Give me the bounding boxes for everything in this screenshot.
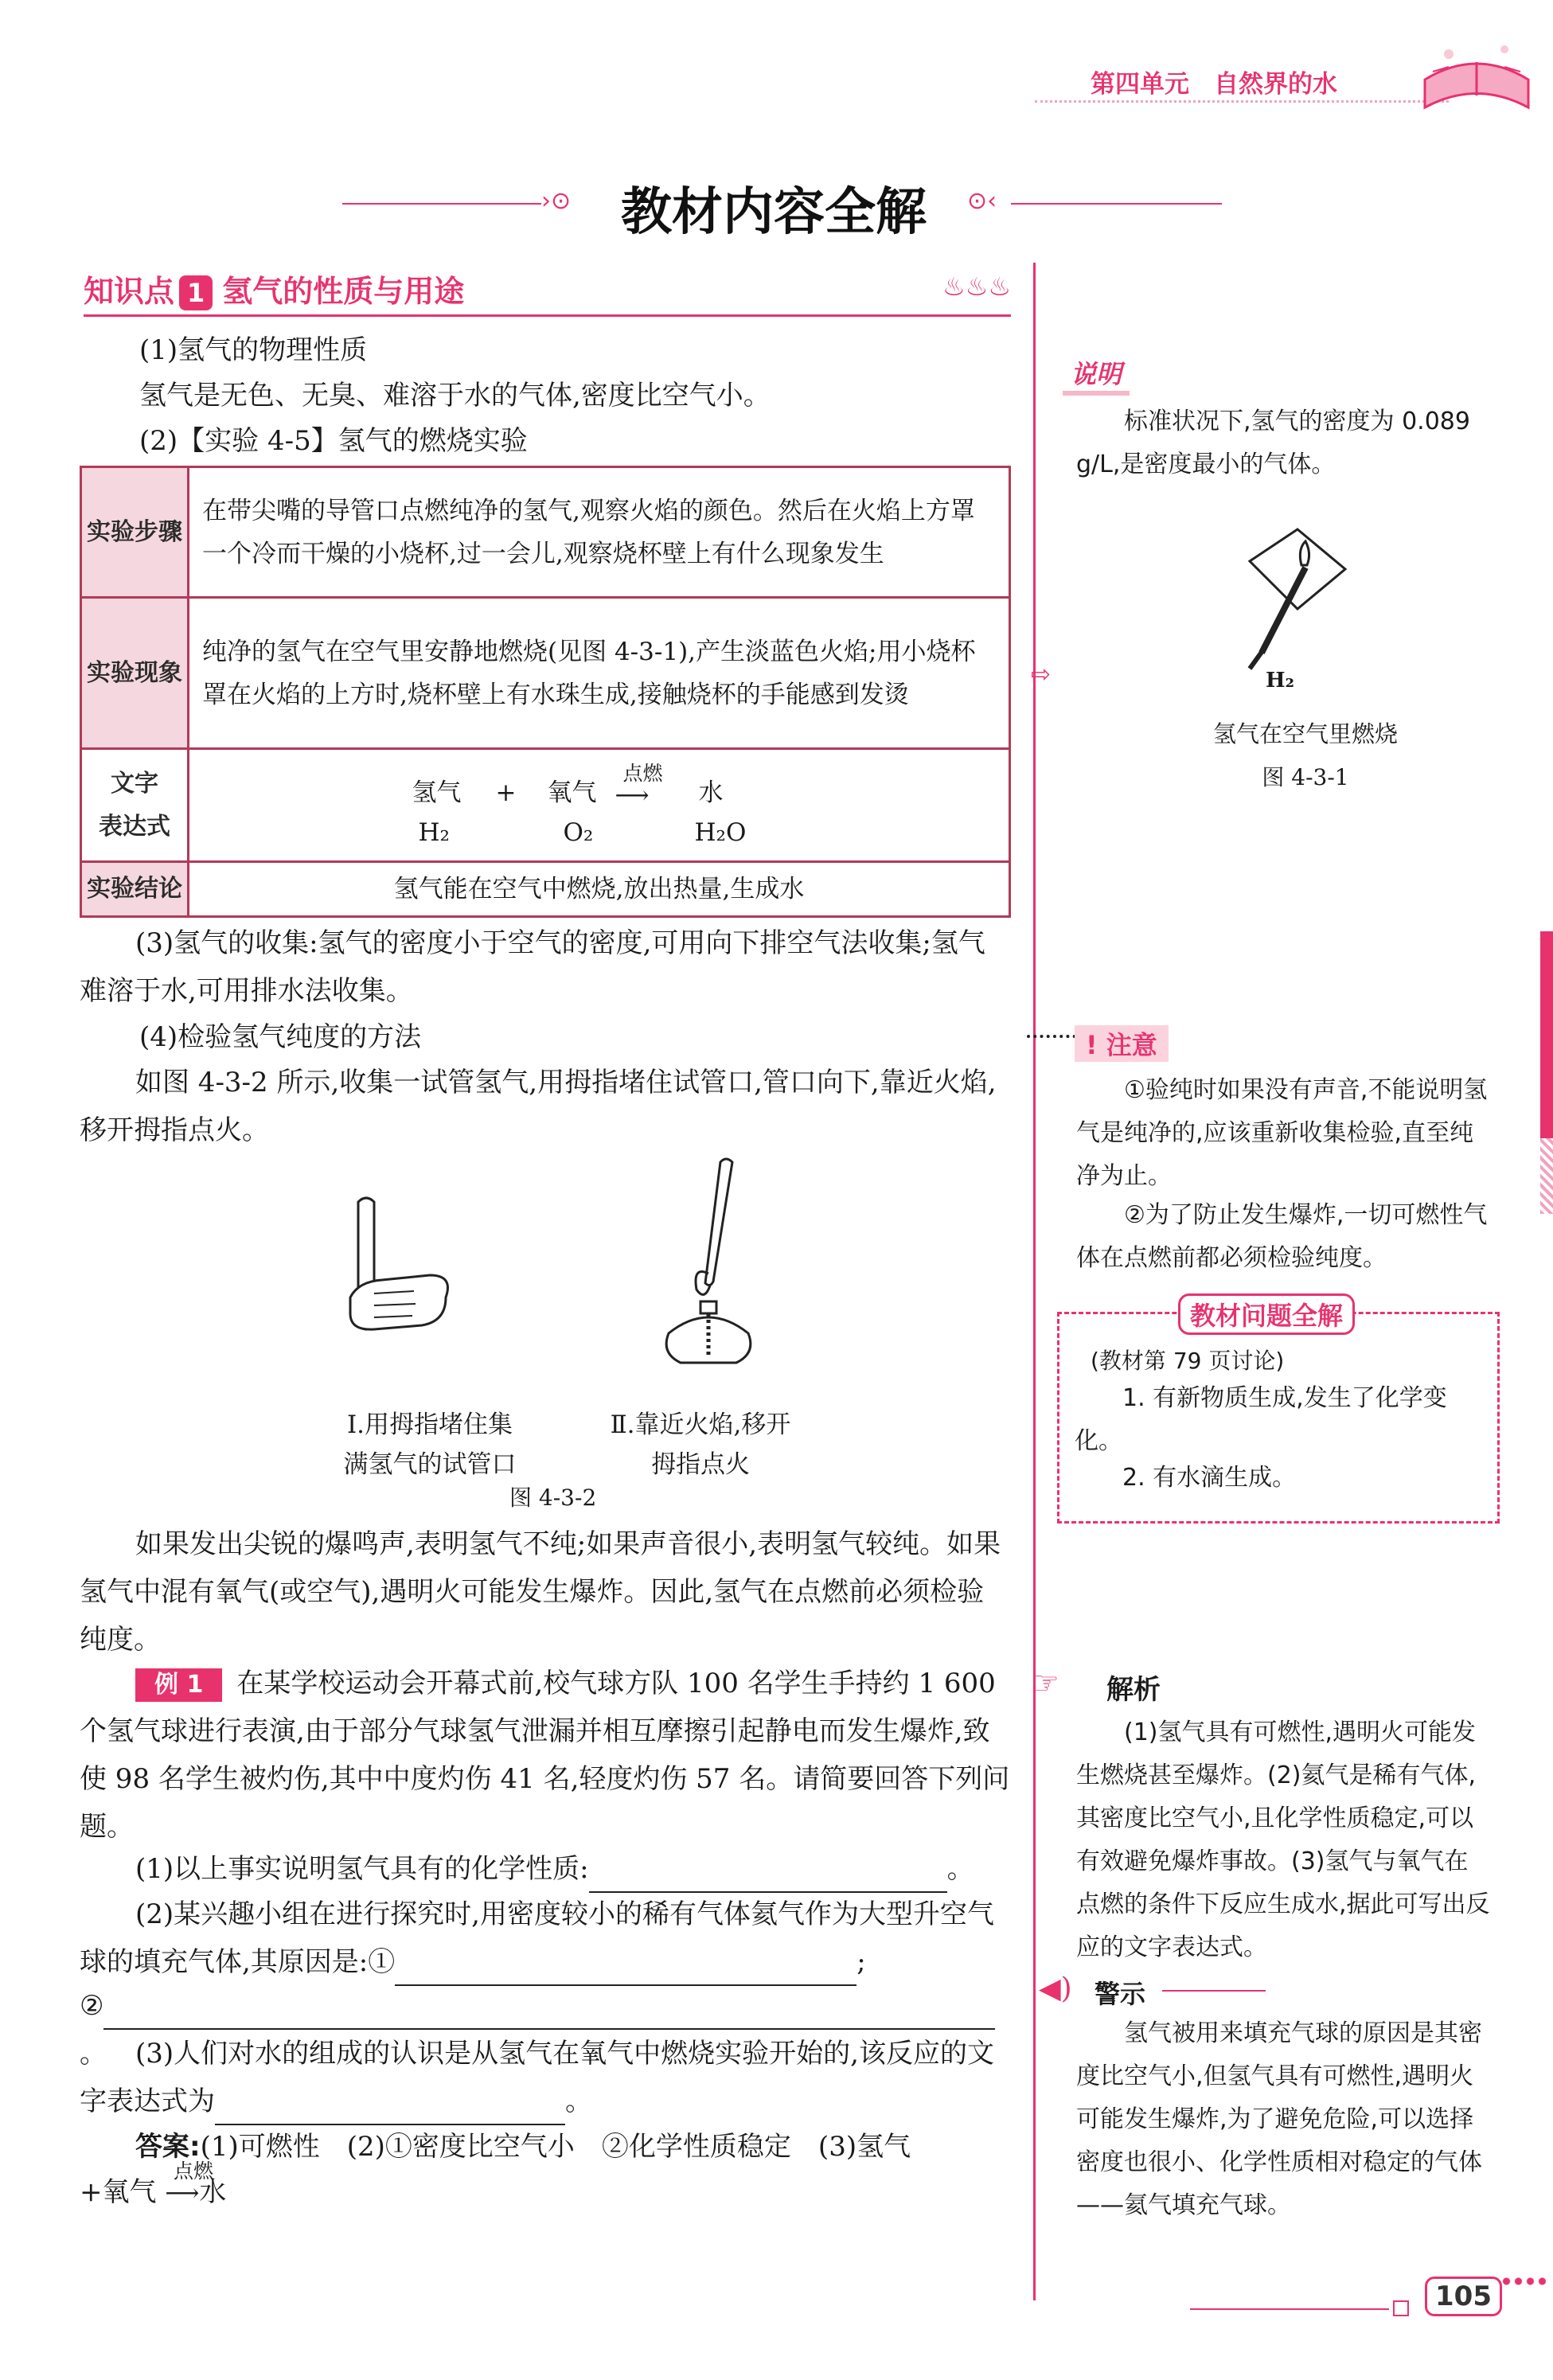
answer-line-2 xyxy=(80,2160,318,2224)
fig2-caption-1a: Ⅰ.用拇指堵住集 xyxy=(346,1410,513,1439)
caution-text-1: ①验纯时如果没有声音,不能说明氢气是纯净的,应该重新收集检验,直至纯净为止。 xyxy=(1076,1076,1488,1190)
pointing-hand-icon: ☞ xyxy=(1031,1665,1059,1702)
physical-properties-text: 氢气是无色、无臭、难溶于水的气体,密度比空气小。 xyxy=(139,380,771,412)
q2b-mark: ② xyxy=(80,1990,104,2022)
eq-arrow: ⟶ xyxy=(615,781,650,810)
answer xyxy=(135,2123,1015,2171)
q2b-period: 。 xyxy=(80,2038,107,2070)
q2-answer-blank-1[interactable] xyxy=(395,1954,856,1986)
kp-prefix: 知识点 xyxy=(84,274,175,309)
edge-tab-stripes xyxy=(1540,1138,1553,1214)
table-cell-conclusion: 氢气能在空气中燃烧,放出热量,生成水 xyxy=(189,862,1010,917)
title-arrow-left: ›⊙ xyxy=(541,187,572,215)
q2-semicolon: ; xyxy=(856,1946,866,1978)
table-label-phenomenon: 实验现象 xyxy=(81,598,189,749)
question-3 xyxy=(80,2030,1011,2125)
answer-condition: 点燃 xyxy=(174,2160,214,2183)
purity-test-heading: (4)检验氢气纯度的方法 xyxy=(139,1021,422,1053)
footer-square-icon xyxy=(1393,2300,1409,2316)
answer-line2-b: 水 xyxy=(199,2176,227,2208)
book-icon xyxy=(1417,32,1536,115)
q3-period: 。 xyxy=(565,2085,592,2117)
purity-result-text: 如果发出尖锐的爆鸣声,表明氢气不纯;如果声音很小,表明氢气较纯。如果氢气中混有氧气(或空气),遇明火可能发生爆炸。因此,氢气在点燃前必须检验纯度。 xyxy=(80,1528,1001,1656)
fig1-caption: 氢气在空气里燃烧 xyxy=(1212,720,1398,747)
q2-answer-blank-2[interactable] xyxy=(103,1998,995,2030)
experiment-heading: (2)【实验 4-5】氢气的燃烧实验 xyxy=(139,425,528,457)
figure-alcohol-lamp-test xyxy=(637,1154,780,1369)
table-cell-phenomenon: 纯净的氢气在空气里安静地燃烧(见图 4-3-1),产生淡蓝色火焰;用小烧杯罩在火焰的上方时,烧杯壁上有水珠生成,接触烧杯的手能感到发烫 xyxy=(189,598,1010,749)
footer-line xyxy=(1190,2308,1389,2310)
table-label-steps: 实验步骤 xyxy=(81,467,189,598)
eq-o2-formula: O₂ xyxy=(563,817,594,847)
eq-o2-word: 氧气 xyxy=(547,778,597,807)
table-label-conclusion: 实验结论 xyxy=(81,862,189,917)
table-label-expression xyxy=(81,749,189,862)
fig2-caption-2b: 拇指点火 xyxy=(651,1450,750,1479)
eq-h2-word: 氢气 xyxy=(412,778,462,807)
answer-text: (1)可燃性 (2)①密度比空气小 ②化学性质稳定 (3)氢气 xyxy=(200,2131,911,2163)
q3-text: (3)人们对水的组成的认识是从氢气在氧气中燃烧实验开始的,该反应的文字表达式为 xyxy=(80,2038,994,2117)
q1-answer-blank[interactable] xyxy=(589,1861,947,1893)
speaker-icon: ◀) xyxy=(1039,1972,1072,2005)
qa-title: 教材问题全解 xyxy=(1178,1293,1355,1335)
warning-text: 氢气被用来填充气球的原因是其密度比空气小,但氢气具有可燃性,遇明火可能发生爆炸,为了避免危险,可以选择密度也很小、化学性质相对稳定的气体——氦气填充气球。 xyxy=(1076,2019,1482,2219)
question-2 xyxy=(80,1890,1011,1986)
word-equation xyxy=(189,749,1010,862)
qa-reference: (教材第 79 页讨论) xyxy=(1091,1348,1285,1374)
note-title: 说明 xyxy=(1063,354,1130,396)
analysis-title: 解析 xyxy=(1106,1674,1161,1706)
fig1-label: 图 4-3-1 xyxy=(1262,764,1349,790)
kp-number-badge: 1 xyxy=(179,275,213,310)
unit-header: 第四单元 自然界的水 xyxy=(1091,70,1337,99)
title-line-left xyxy=(342,203,541,205)
knowledge-point-header xyxy=(84,267,1011,317)
figure-hydrogen-burning xyxy=(1226,521,1353,689)
collection-method-text: (3)氢气的收集:氢气的密度小于空气的密度,可用向下排空气法收集;氢气难溶于水,可用排水法收集。 xyxy=(80,927,985,1007)
q3-answer-blank[interactable] xyxy=(215,2093,565,2125)
section-title: 教材内容全解 xyxy=(621,183,927,242)
fig1-gas-label: H₂ xyxy=(1266,669,1294,693)
question-1 xyxy=(135,1845,1015,1893)
caution-text-2: ②为了防止发生爆炸,一切可燃性气体在点燃前都必须检验纯度。 xyxy=(1076,1201,1488,1272)
note-text: 标准状况下,氢气的密度为 0.089 g/L,是密度最小的气体。 xyxy=(1076,408,1470,478)
eq-h2-formula: H₂ xyxy=(418,817,450,847)
caution-title: ! 注意 xyxy=(1075,1025,1169,1062)
warning-title-line xyxy=(1162,1990,1266,1992)
difficulty-flame-icons: ♨♨♨ xyxy=(942,271,1011,302)
analysis-text: (1)氢气具有可燃性,遇明火可能发生燃烧甚至爆炸。(2)氦气是稀有气体,其密度比空气小,且化学性质稳定,可以有效避免爆炸事故。(3)氢气与氧气在点燃的条件下反应生成水,据此可写出反应的文字表达式。 xyxy=(1076,1719,1490,1961)
q2-text: (2)某兴趣小组在进行探究时,用密度较小的稀有气体氦气作为大型升空气球的填充气体,其原因是:① xyxy=(80,1898,994,1978)
example-tag: 例 1 xyxy=(135,1668,222,1702)
header-underline xyxy=(1035,100,1449,103)
answer-label: 答案: xyxy=(135,2131,201,2163)
title-arrow-right: ⊙‹ xyxy=(967,187,997,215)
answer-line2-a: +氧气 xyxy=(80,2176,157,2208)
eq-condition: 点燃 xyxy=(622,761,663,785)
figure-test-tube-thumb xyxy=(326,1186,470,1369)
fig2-label: 图 4-3-2 xyxy=(509,1485,597,1511)
example-1 xyxy=(80,1660,1011,1851)
example-text: 在某学校运动会开幕式前,校气球方队 100 名学生手持约 1 600 个氢气球进行表演,由于部分气球氢气泄漏并相互摩擦引起静电而发生爆炸,致使 98 名学生被灼伤,其中中度灼伤 41 名,轻度灼伤 57 名。请简要回答下列问题。 xyxy=(80,1668,1010,1843)
table-cell-steps: 在带尖嘴的导管口点燃纯净的氢气,观察火焰的颜色。然后在火焰上方罩一个冷而干燥的小烧杯,过一会儿,观察烧杯壁上有什么现象发生 xyxy=(189,467,1010,598)
fig2-caption-2 xyxy=(581,1405,820,1485)
eq-h2o-formula: H₂O xyxy=(694,817,747,847)
q1-text: (1)以上事实说明氢气具有的化学性质: xyxy=(135,1853,589,1885)
physical-properties-heading: (1)氢气的物理性质 xyxy=(139,334,368,366)
eq-water-word: 水 xyxy=(698,778,724,807)
page-number: 105 xyxy=(1425,2277,1502,2316)
answer-arrow: ⟶ xyxy=(165,2179,200,2207)
qa-answer-2: 2. 有水滴生成。 xyxy=(1122,1464,1297,1492)
q1-period: 。 xyxy=(946,1853,974,1885)
fig2-caption-2a: Ⅱ.靠近火焰,移开 xyxy=(610,1410,791,1439)
footer-dots xyxy=(1500,2277,1548,2286)
divider-arrow-icon: ⇨ xyxy=(1031,661,1052,689)
table-label-expression-b: 表达式 xyxy=(99,812,170,841)
table-label-expression-a: 文字 xyxy=(111,769,158,798)
title-line-right xyxy=(1011,203,1222,205)
qa-answer-1: 1. 有新物质生成,发生了化学变化。 xyxy=(1075,1384,1447,1455)
fig2-caption-1b: 满氢气的试管口 xyxy=(343,1450,517,1479)
kp-title: 氢气的性质与用途 xyxy=(222,274,465,309)
purity-test-text: 如图 4-3-2 所示,收集一试管氢气,用拇指堵住试管口,管口向下,靠近火焰,移开拇指点火。 xyxy=(80,1067,997,1146)
experiment-table xyxy=(80,466,1011,918)
fig2-caption-1 xyxy=(310,1405,549,1485)
column-divider xyxy=(1033,263,1036,2300)
warning-title: 警示 xyxy=(1095,1979,1146,2009)
eq-plus: + xyxy=(495,778,517,807)
